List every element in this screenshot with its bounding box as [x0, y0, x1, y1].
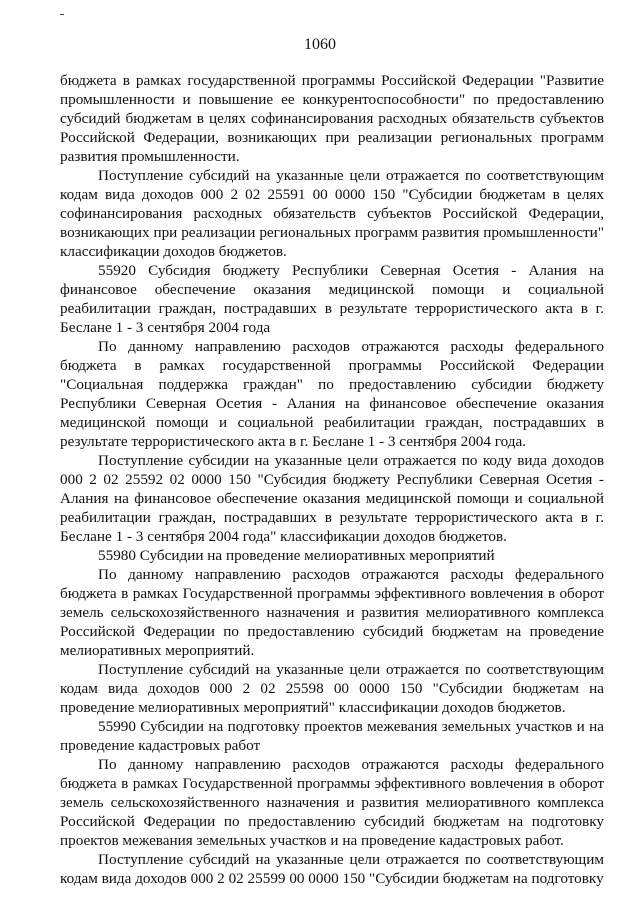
- paragraph-income-25591: Поступление субсидий на указанные цели отражается по соответствующим кодам вида доходов 000 2 02 25591 00 0000 150 "Субсидии бюджетам в целях софинансирования расходных обязательств субъектов Российской Федерации, возникающих при реализации региональных программ развития промышленности" классификации доходов бюджетов.: [60, 167, 604, 260]
- page-number: 1060: [304, 36, 336, 53]
- paragraph-income-25592: Поступление субсидии на указанные цели отражается по коду вида доходов 000 2 02 25592 02 0000 150 "Субсидия бюджету Республики Северная Осетия - Алания на финансовое обеспечение оказания медицинской помощи и социальной реабилитации граждан, пострадавших в результате террористического акта в г. Беслане 1 - 3 сентября 2004 года" классификации доходов бюджетов.: [60, 452, 604, 545]
- paragraph-expenses-55920: По данному направлению расходов отражаются расходы федерального бюджета в рамках государственной программы Российской Федерации "Социальная поддержка граждан" по предоставлению субсидии бюджету Республики Северная Осетия - Алания на финансовое обеспечение оказания медицинской помощи и социальной реабилитации граждан, пострадавших в результате террористического акта в г. Беслане 1 - 3 сентября 2004 года.: [60, 338, 604, 450]
- document-body: [60, 71, 604, 888]
- section-heading-55990: 55990 Субсидии на подготовку проектов межевания земельных участков и на проведение кадастровых работ: [60, 718, 604, 754]
- paragraph-income-25599: Поступление субсидий на указанные цели отражается по соответствующим кодам вида доходов 000 2 02 25599 00 0000 150 "Субсидии бюджетам на подготовку: [60, 851, 604, 887]
- paragraph-continuation: бюджета в рамках государственной программы Российской Федерации "Развитие промышленности и повышение ее конкурентоспособности" по предоставлению субсидий бюджетам в целях софинансирования расходных обязательств субъектов Российской Федерации, возникающих при реализации региональных программ развития промышленности.: [60, 72, 604, 165]
- paragraph-expenses-55980: По данному направлению расходов отражаются расходы федерального бюджета в рамках Государственной программы эффективного вовлечения в оборот земель сельскохозяйственного назначения и развития мелиоративного комплекса Российской Федерации по предоставлению субсидий бюджетам на проведение мелиоративных мероприятий.: [60, 566, 604, 659]
- scan-mark: [60, 14, 64, 15]
- section-heading-55920: 55920 Субсидия бюджету Республики Северная Осетия - Алания на финансовое обеспечение оказания медицинской помощи и социальной реабилитации граждан, пострадавших в результате террористического акта в г. Беслане 1 - 3 сентября 2004 года: [60, 262, 604, 336]
- section-heading-55980: 55980 Субсидии на проведение мелиоративных мероприятий: [98, 547, 495, 564]
- paragraph-income-25598: Поступление субсидий на указанные цели отражается по соответствующим кодам вида доходов 000 2 02 25598 00 0000 150 "Субсидии бюджетам на проведение мелиоративных мероприятий" классификации доходов бюджетов.: [60, 661, 604, 716]
- paragraph-expenses-55990: По данному направлению расходов отражаются расходы федерального бюджета в рамках Государственной программы эффективного вовлечения в оборот земель сельскохозяйственного назначения и развития мелиоративного комплекса Российской Федерации по предоставлению субсидий бюджетам на подготовку проектов межевания земельных участков и на проведение кадастровых работ.: [60, 756, 604, 849]
